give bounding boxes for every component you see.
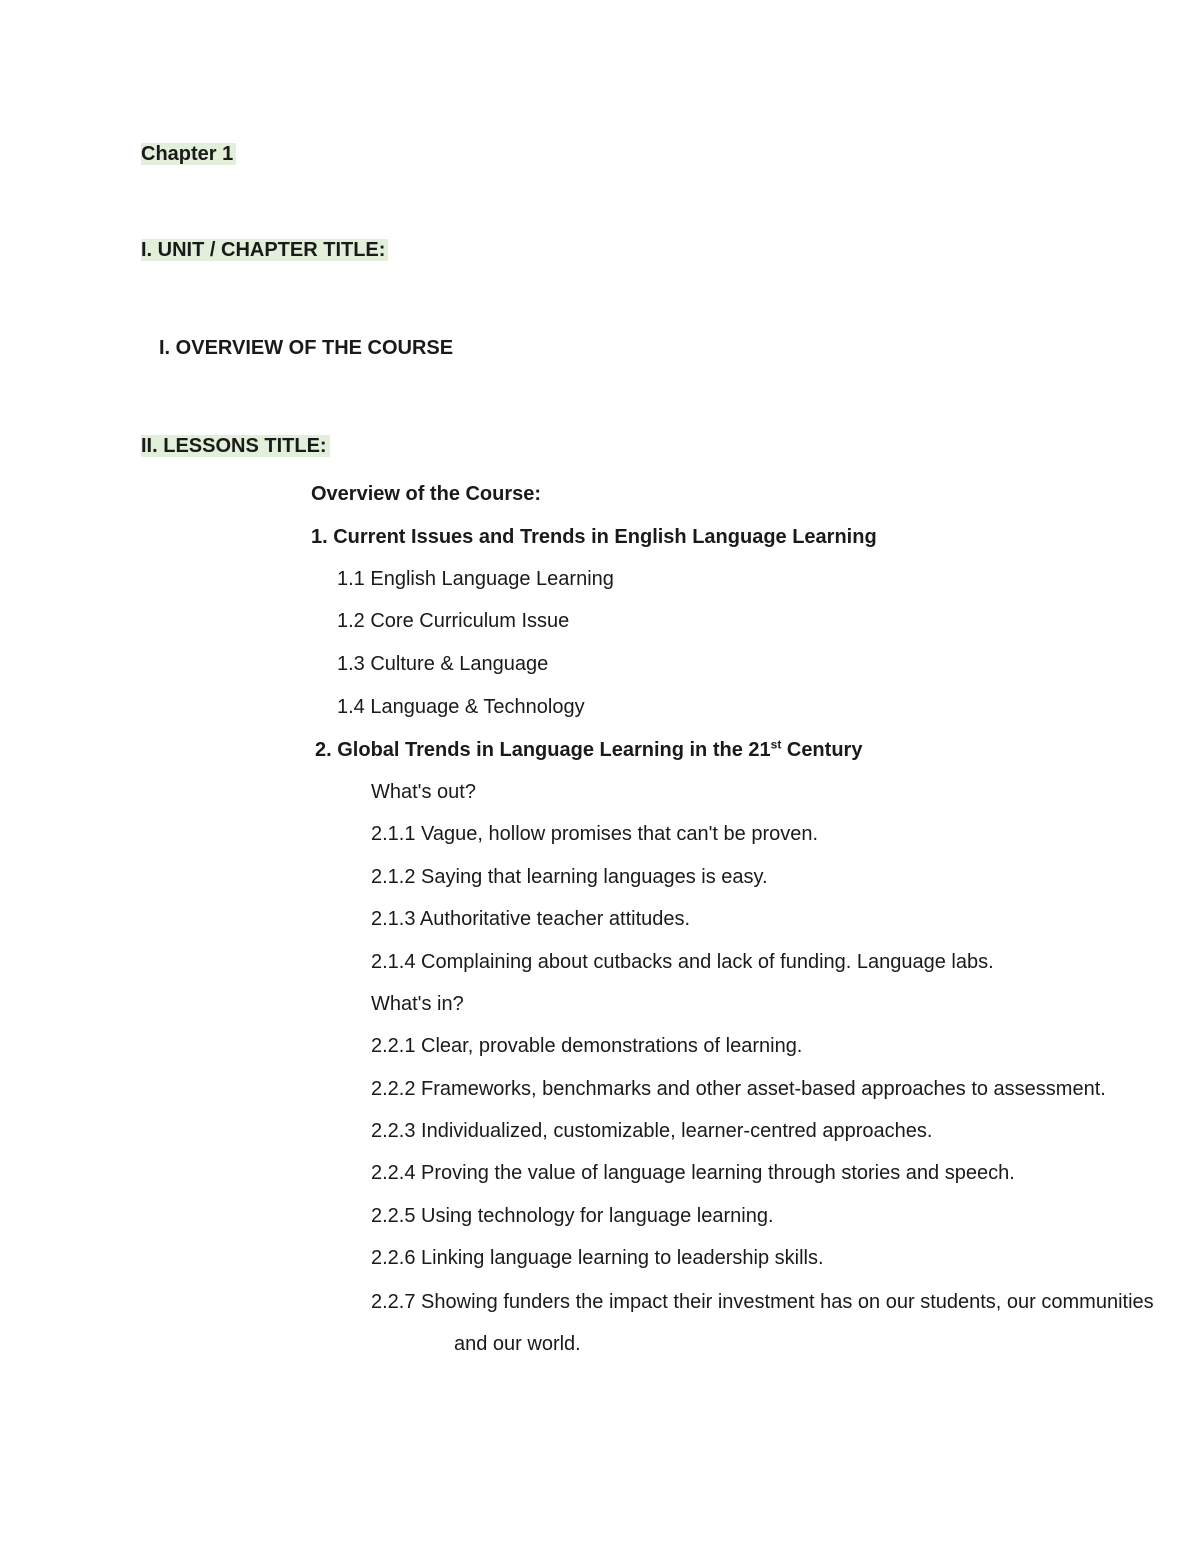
in-item-7-continuation: and our world. xyxy=(454,1333,581,1355)
in-item-6: 2.2.6 Linking language learning to leadership skills. xyxy=(371,1247,824,1269)
whats-in-label: What's in? xyxy=(371,993,464,1015)
section1-title: 1. Current Issues and Trends in English Language Learning xyxy=(311,526,877,548)
section1-item-3: 1.3 Culture & Language xyxy=(337,653,549,675)
out-item-2: 2.1.2 Saying that learning languages is easy. xyxy=(371,866,768,888)
unit-title-label: I. UNIT / CHAPTER TITLE: xyxy=(141,237,388,263)
section1-item-2: 1.2 Core Curriculum Issue xyxy=(337,610,570,632)
in-item-3: 2.2.3 Individualized, customizable, learner-centred approaches. xyxy=(371,1120,933,1142)
chapter-label: Chapter 1 xyxy=(141,141,236,167)
section2-title: 2. Global Trends in Language Learning in the 21st Century xyxy=(315,737,863,761)
lessons-title-label: II. LESSONS TITLE: xyxy=(141,433,330,459)
section1-item-1: 1.1 English Language Learning xyxy=(337,568,614,590)
in-item-5: 2.2.5 Using technology for language learning. xyxy=(371,1205,774,1227)
in-item-7: 2.2.7 Showing funders the impact their investment has on our students, our communities xyxy=(371,1291,1154,1313)
whats-out-label: What's out? xyxy=(371,781,476,803)
out-item-1: 2.1.1 Vague, hollow promises that can't be proven. xyxy=(371,823,819,845)
in-item-2: 2.2.2 Frameworks, benchmarks and other asset-based approaches to assessment. xyxy=(371,1078,1106,1100)
in-item-1: 2.2.1 Clear, provable demonstrations of learning. xyxy=(371,1035,803,1057)
overview-heading: I. OVERVIEW OF THE COURSE xyxy=(159,337,454,359)
in-item-4: 2.2.4 Proving the value of language learning through stories and speech. xyxy=(371,1162,1015,1184)
out-item-4: 2.1.4 Complaining about cutbacks and lack of funding. Language labs. xyxy=(371,951,994,973)
out-item-3: 2.1.3 Authoritative teacher attitudes. xyxy=(371,908,691,930)
overview-of-course-heading: Overview of the Course: xyxy=(311,483,542,505)
section1-item-4: 1.4 Language & Technology xyxy=(337,696,585,718)
